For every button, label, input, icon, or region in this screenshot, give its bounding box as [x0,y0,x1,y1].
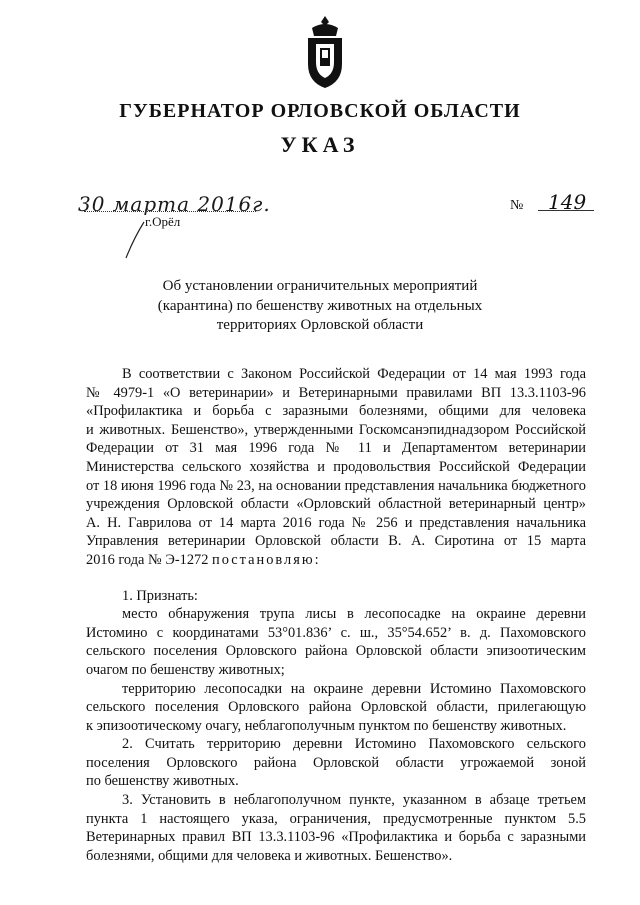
item-3-line: пункта 1 настоящего указа, ограничения, предусмотренные пунктом 5.5 [86,810,586,827]
number-label: № [510,198,524,213]
decree-word: постановляю: [212,551,321,568]
item-3-line: 3. Установить в неблагополучном пункте, указанном в абзаце третьем [122,792,586,809]
item-1b-line: к эпизоотическому очагу, неблагополучным пунктом по бешенству животных. [86,717,567,734]
subject-line: Об установлении ограничительных мероприятий [162,278,478,294]
preamble-line: учреждения Орловской области «Орловский областной ветеринарный центр» [86,496,586,513]
item-1a-line: очагом по бешенству животных; [86,661,285,678]
preamble-line: № 4979-1 «О ветеринарии» и Ветеринарными правилами ВП 13.3.1103-96 [86,384,586,401]
subject-line: территориях Орловской области [216,317,424,333]
date-underline [84,211,256,212]
preamble-line: Управления ветеринарии Орловской области В. А. Сиротина от 15 марта [86,533,586,550]
preamble-line: «Профилактика и борьба с заразными болезнями, общими для человека [86,403,586,420]
decree-subject [150,277,490,336]
preamble-last-line [86,551,586,570]
preamble-line: 2016 года № Э-1272 [86,551,209,568]
subject-line: (карантина) по бешенству животных на отдельных [157,297,483,314]
preamble-line: от 18 июня 1996 года № 23, на основании представления начальника бюджетного [86,477,586,494]
handwritten-date: 30 марта 2016г. [78,192,271,216]
document-type: УКАЗ [280,132,360,157]
city-label: г.Орёл [145,214,181,229]
item-1b-line: сельского поселения Орловского района Орловской области, прилегающую [86,699,586,716]
coat-of-arms [302,14,348,90]
handwritten-number: 149 [548,190,587,214]
item-2-line: по бешенству животных. [86,773,239,790]
item-1-title: 1. Признать: [122,587,198,604]
decree-body [86,365,586,865]
item-2-line: 2. Считать территорию деревни Истомино Пахомовского сельского [122,736,586,753]
preamble-line: Федерации от 31 мая 1996 года № 11 и Департаментом ветеринарии [86,440,586,457]
item-1b-line: территорию лесопосадки на окраине деревни Истомино Пахомовского [122,680,586,697]
preamble-line: и животных. Бешенство», утвержденными Госкомсанэпиднадзором Российской [86,421,586,438]
authority-title: ГУБЕРНАТОР ОРЛОВСКОЙ ОБЛАСТИ [119,100,521,122]
item-1a-line: сельского поселения Орловского района Орловской области эпизоотическим [86,643,586,660]
item-1a-line: Истомино с координатами 53°01.836’ с. ш., 35°54.652’ в. д. Пахомовского [86,624,586,641]
preamble-line: В соответствии с Законом Российской Федерации от 14 мая 1993 года [122,366,586,382]
item-3-line: болезнями, общими для человека и животных. Бешенство». [86,847,453,864]
number-underline [538,210,594,211]
item-1a-line: место обнаружения трупа лисы в лесопосадке на окраине деревни [122,606,586,623]
preamble-line: Министерства сельского хозяйства и продовольствия Российской Федерации [86,458,586,475]
preamble-line: А. Н. Гаврилова от 14 марта 2016 года № 256 и представления начальника [86,514,586,531]
handwritten-stroke [120,220,150,260]
item-2-line: поселения Орловского района Орловской области угрожаемой зоной [86,754,586,771]
item-3-line: Ветеринарных правил ВП 13.3.1103-96 «Профилактика и борьба с заразными [86,829,586,846]
